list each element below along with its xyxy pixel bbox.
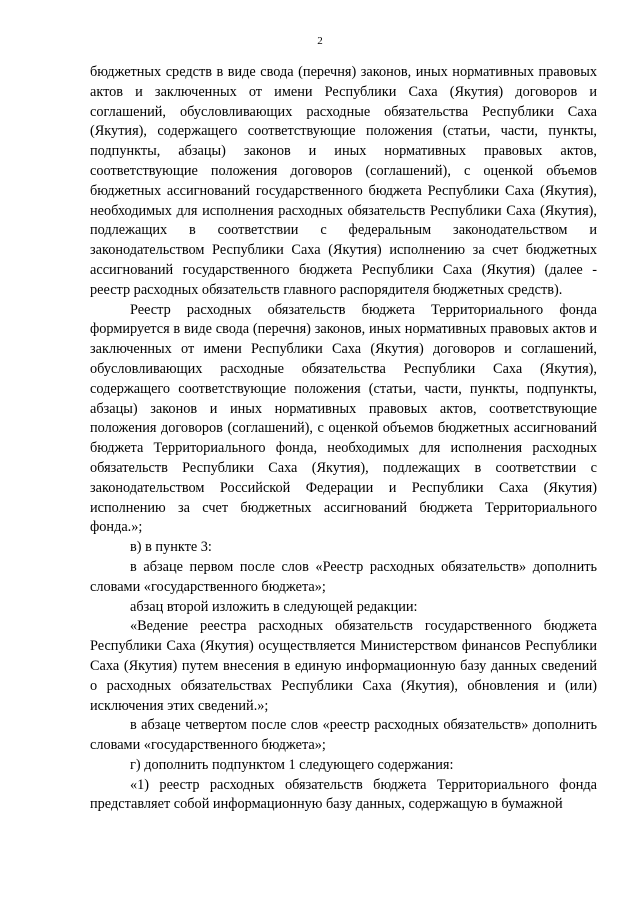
document-body [90,63,597,815]
paragraph-second-abzats: абзац второй изложить в следующей редакции: [130,598,418,615]
paragraph-register-maintenance: «Ведение реестра расходных обязательств государственного бюджета Республики Саха (Якутия) осуществляется Министерством финансов Республики Саха (Якутия) путем внесения в единую информационную базу данных сведений о расходных обязательствах Республики Саха (Якутия), обновления и (или) исключения этих сведений.»; [90,618,597,714]
paragraph-item-g: г) дополнить подпунктом 1 следующего содержания: [130,756,454,773]
paragraph-subitem-1: «1) реестр расходных обязательств бюджета Территориального фонда представляет собой информационную базу данных, содержащую в бумажной [90,776,597,813]
paragraph-first-abzats: в абзаце первом после слов «Реестр расходных обязательств» дополнить словами «государственного бюджета»; [90,558,597,595]
page-number: 2 [317,35,323,47]
paragraph-item-v: в) в пункте 3: [130,539,212,556]
paragraph-fourth-abzats: в абзаце четвертом после слов «реестр расходных обязательств» дополнить словами «государственного бюджета»; [90,717,597,754]
paragraph-continuation: бюджетных средств в виде свода (перечня) законов, иных нормативных правовых актов и заключенных от имени Республики Саха (Якутия) договоров и соглашений, обусловливающих расходные обязательства Республики Саха (Якутия), содержащего соответствующие положения (статьи, части, пункты, подпункты, абзацы) законов и иных нормативных правовых актов, соответствующие положения договоров (соглашений), с оценкой объемов бюджетных ассигнований государственного бюджета Республики Саха (Якутия), необходимых для исполнения расходных обязательств Республики Саха (Якутия), подлежащих в соответствии с федеральным законодательством и законодательством Республики Саха (Якутия) исполнению за счет бюджетных ассигнований государственного бюджета Республики Саха (Якутия) (далее - реестр расходных обязательств главного распорядителя бюджетных средств). [90,64,597,298]
paragraph-territorial-fund-register: Реестр расходных обязательств бюджета Территориального фонда формируется в виде свода (перечня) законов, иных нормативных правовых актов и заключенных от имени Республики Саха (Якутия) договоров и соглашений, обусловливающих расходные обязательства Республики Саха (Якутия), содержащего соответствующие положения (статьи, части, пункты, подпункты, абзацы) законов и иных нормативных правовых актов, соответствующие положения договоров (соглашений), с оценкой объемов бюджетных ассигнований бюджета Территориального фонда, необходимых для исполнения расходных обязательств Республики Саха (Якутия), подлежащих в соответствии с законодательством Российской Федерации и Республики Саха (Якутия) исполнению за счет бюджетных ассигнований бюджета Территориального фонда.»; [90,301,597,536]
